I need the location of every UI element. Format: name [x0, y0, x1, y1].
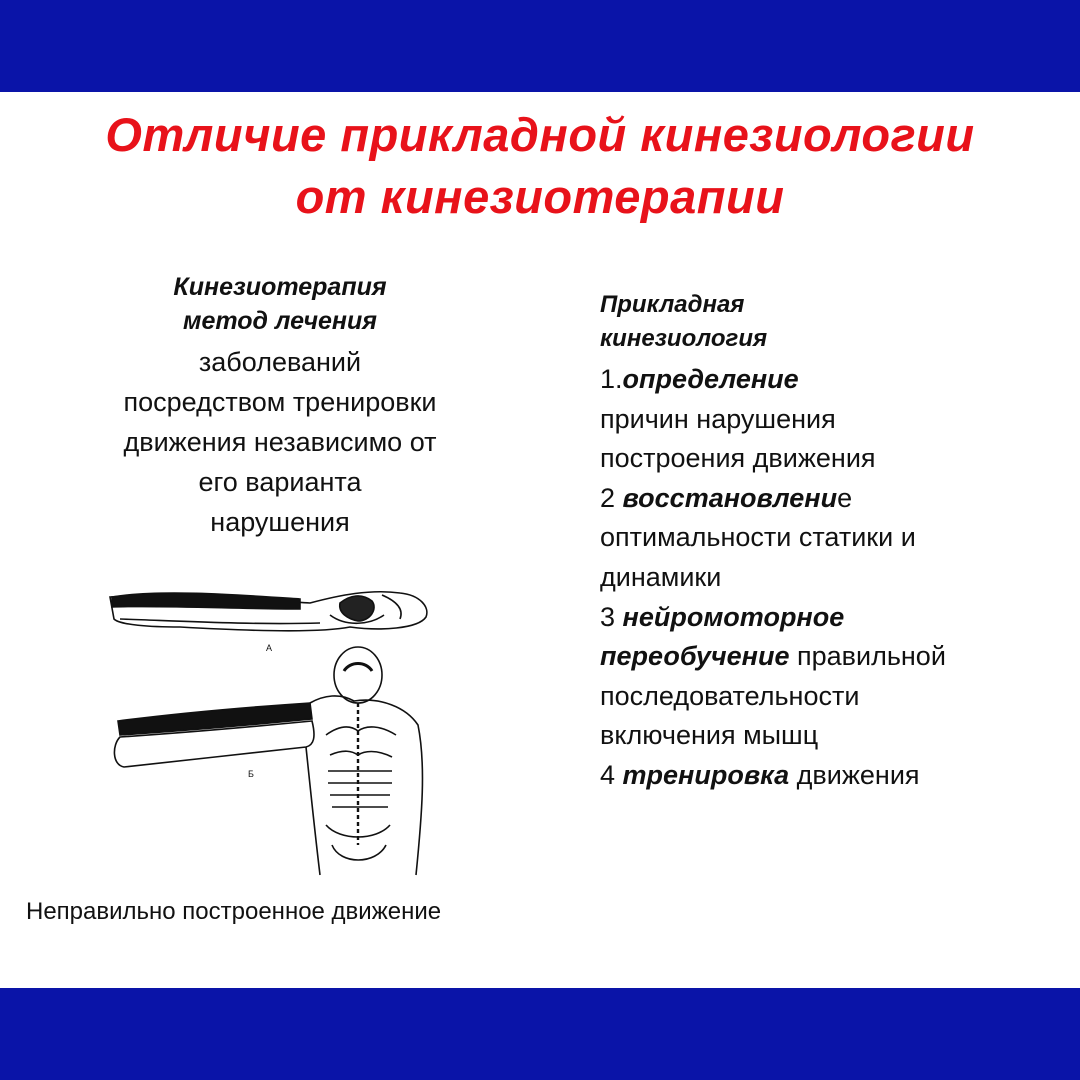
- left-heading-line-2: метод лечения: [182, 307, 378, 335]
- item-rest: правильной: [789, 641, 946, 672]
- item-term: переобучение: [600, 641, 790, 672]
- item-number: 2: [600, 482, 623, 513]
- slide-title: [0, 104, 1080, 228]
- left-description-line: его варианта: [198, 467, 362, 497]
- bottom-blue-band: [0, 988, 1080, 1080]
- top-blue-band: [0, 0, 1080, 92]
- item-suffix: е: [837, 482, 853, 513]
- title-line-1: Отличие прикладной кинезиологии: [105, 108, 975, 161]
- list-item-3-line: [600, 637, 1050, 677]
- list-item-2: [600, 479, 1050, 519]
- figure-label-b: Б: [248, 769, 254, 779]
- item-number: 3: [600, 601, 623, 632]
- left-heading: [60, 270, 500, 338]
- left-description-line: посредством тренировки: [123, 387, 437, 417]
- incorrect-movement-illustration: [100, 575, 440, 885]
- list-item-3-line: включения мышц: [600, 720, 819, 751]
- list-item-3-line: последовательности: [600, 680, 860, 711]
- right-heading-line-2: кинезиология: [600, 325, 768, 352]
- item-term: тренировка: [622, 759, 790, 790]
- item-term: определение: [622, 364, 799, 394]
- list-item-3: [600, 598, 1050, 638]
- list-item-2-line: оптимальности статики и: [600, 522, 916, 553]
- item-number: 1.: [600, 364, 623, 394]
- right-heading: [600, 288, 1040, 356]
- title-line-2: от кинезиотерапии: [295, 170, 785, 223]
- right-heading-line-1: Прикладная: [600, 291, 745, 318]
- left-description-line: нарушения: [210, 507, 350, 537]
- list-item-1-line: причин нарушения: [600, 403, 836, 434]
- illustration-caption: Неправильно построенное движение: [26, 898, 442, 925]
- item-term: восстановлени: [622, 482, 838, 513]
- figure-label-a: А: [266, 643, 273, 653]
- item-term: нейромоторное: [622, 601, 845, 632]
- figure-a-lying-body: [110, 592, 427, 631]
- list-item-2-line: динамики: [600, 561, 722, 592]
- left-description-line: движения независимо от: [123, 427, 437, 457]
- left-description-line: заболеваний: [198, 347, 362, 377]
- list-item-1-line: построения движения: [600, 443, 876, 474]
- item-rest: движения: [789, 759, 920, 790]
- applied-kinesiology-list: [600, 360, 1050, 796]
- item-number: 4: [600, 759, 623, 790]
- left-description: [60, 342, 500, 542]
- list-item-4: [600, 756, 1050, 796]
- left-heading-line-1: Кинезиотерапия: [173, 273, 387, 301]
- list-item-1: [600, 360, 1050, 400]
- figure-b-standing-body: [114, 647, 422, 875]
